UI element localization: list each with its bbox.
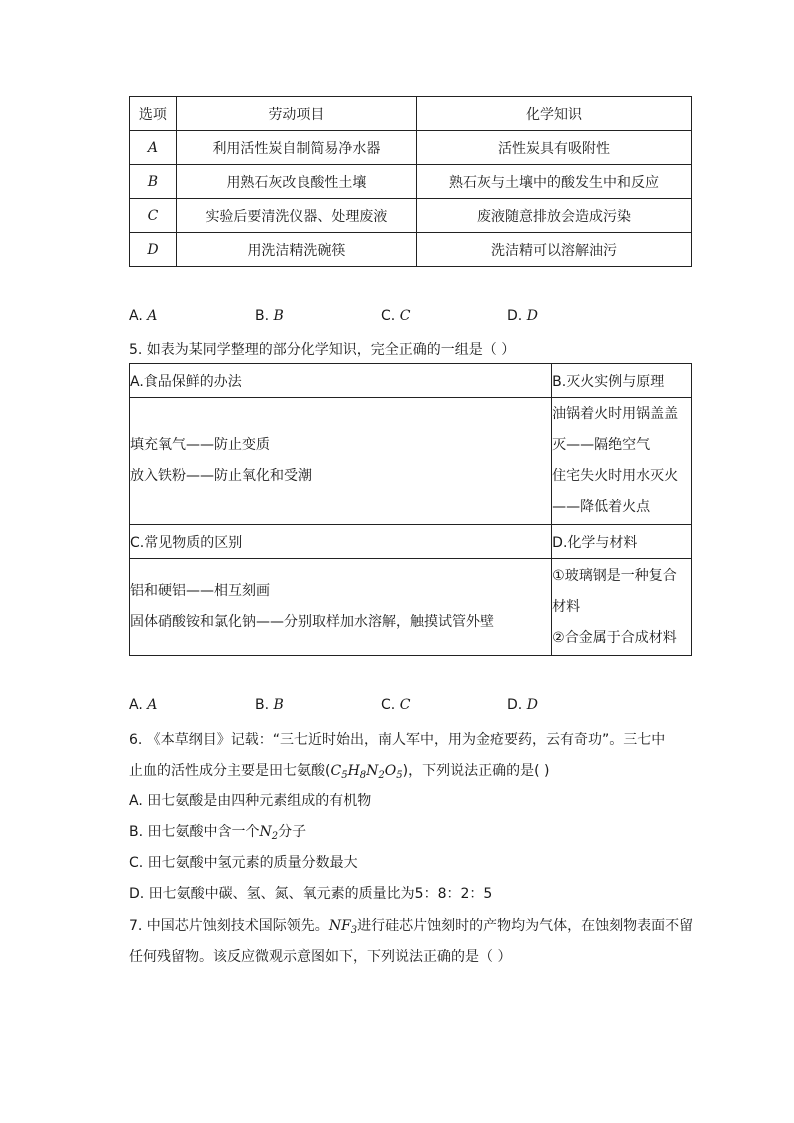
table-row xyxy=(130,131,692,165)
row-chem-knowledge: 洗洁精可以溶解油污 xyxy=(417,233,692,267)
text-line: ①玻璃钢是一种复合 xyxy=(552,567,677,584)
option-d[interactable]: D. D xyxy=(507,308,538,324)
cell-c-title: C.常见物质的区别 xyxy=(130,525,552,559)
question-7-line-2: 任何残留物。该反应微观示意图如下，下列说法正确的是（ ） xyxy=(129,949,512,965)
cell-a-title: A.食品保鲜的办法 xyxy=(130,364,552,398)
question-6-line-2: 止血的活性成分主要是田七氨酸$(C_5H_8N_2O_5)$，下列说法正确的是( ) xyxy=(129,763,550,781)
table-row xyxy=(130,233,692,267)
row-option-label: B xyxy=(130,165,177,199)
row-option-label: C xyxy=(130,199,177,233)
question-6-option-b[interactable]: B. 田七氨酸中含一个$N_2$分子 xyxy=(129,824,307,842)
header-chem-knowledge: 化学知识 xyxy=(417,97,692,131)
option-c[interactable]: C. C xyxy=(381,308,411,324)
chemical-formula: $NF_3$ xyxy=(328,918,358,936)
cell-d-content xyxy=(552,559,692,656)
text-line: 放入铁粉——防止氧化和受潮 xyxy=(130,468,312,484)
option-c[interactable]: C. C xyxy=(381,697,411,713)
question-5-stem: 5. 如表为某同学整理的部分化学知识，完全正确的一组是（ ） xyxy=(129,342,516,358)
text-line: 固体硝酸铵和氯化钠——分别取样加水溶解，触摸试管外壁 xyxy=(130,614,494,630)
question-7-line-1: 7. 中国芯片蚀刻技术国际领先。$NF_3$进行硅芯片蚀刻时的产物均为气体，在蚀刻物表面不留 xyxy=(129,918,694,936)
option-b[interactable]: B. B xyxy=(255,308,284,324)
question-6-line-1: 6. 《本草纲目》记载：“三七近时始出，南人军中，用为金疮要药，云有奇功”。三七中 xyxy=(129,732,666,748)
cell-b-title: B.灭火实例与原理 xyxy=(552,364,692,398)
option-a[interactable]: A. A xyxy=(129,308,158,324)
cell-c-content xyxy=(130,559,552,656)
text-line: 灭——隔绝空气 xyxy=(552,437,651,453)
row-option-label: A xyxy=(130,131,177,165)
chemical-formula: $C_5H_8N_2O_5$ xyxy=(330,763,403,781)
cell-b-content xyxy=(552,398,692,525)
row-chem-knowledge: 活性炭具有吸附性 xyxy=(417,131,692,165)
table-row xyxy=(130,165,692,199)
row-labor-item: 用熟石灰改良酸性土壤 xyxy=(176,165,416,199)
text-line: ——降低着火点 xyxy=(552,499,651,515)
question-6-option-a[interactable]: A. 田七氨酸是由四种元素组成的有机物 xyxy=(129,793,372,809)
row-chem-knowledge: 熟石灰与土壤中的酸发生中和反应 xyxy=(417,165,692,199)
option-d[interactable]: D. D xyxy=(507,697,538,713)
table-row xyxy=(130,199,692,233)
knowledge-table-1 xyxy=(129,96,692,267)
chemical-formula: $N_2$ xyxy=(259,824,279,842)
text-line: 住宅失火时用水灭火 xyxy=(552,468,679,484)
row-labor-item: 用洗洁精洗碗筷 xyxy=(176,233,416,267)
question-6-option-d[interactable]: D. 田七氨酸中碳、氢、氮、氧元素的质量比为5：8：2：5 xyxy=(129,886,493,902)
header-labor-item: 劳动项目 xyxy=(176,97,416,131)
option-b[interactable]: B. B xyxy=(255,697,284,713)
text-line: 填充氧气——防止变质 xyxy=(130,437,270,453)
cell-a-content xyxy=(130,398,552,525)
row-option-label: D xyxy=(130,233,177,267)
text-line: 油锅着火时用锅盖盖 xyxy=(552,406,679,422)
question-6-option-c[interactable]: C. 田七氨酸中氢元素的质量分数最大 xyxy=(129,855,358,871)
row-labor-item: 利用活性炭自制简易净水器 xyxy=(176,131,416,165)
row-labor-item: 实验后要清洗仪器、处理废液 xyxy=(176,199,416,233)
knowledge-table-2 xyxy=(129,363,692,656)
row-chem-knowledge: 废液随意排放会造成污染 xyxy=(417,199,692,233)
header-option: 选项 xyxy=(130,97,177,131)
text-line: 材料 xyxy=(552,598,581,615)
text-line: ②合金属于合成材料 xyxy=(552,629,677,646)
text-line: 铝和硬铝——相互刻画 xyxy=(130,583,270,599)
table-header-row xyxy=(130,97,692,131)
cell-d-title: D.化学与材料 xyxy=(552,525,692,559)
option-a[interactable]: A. A xyxy=(129,697,158,713)
